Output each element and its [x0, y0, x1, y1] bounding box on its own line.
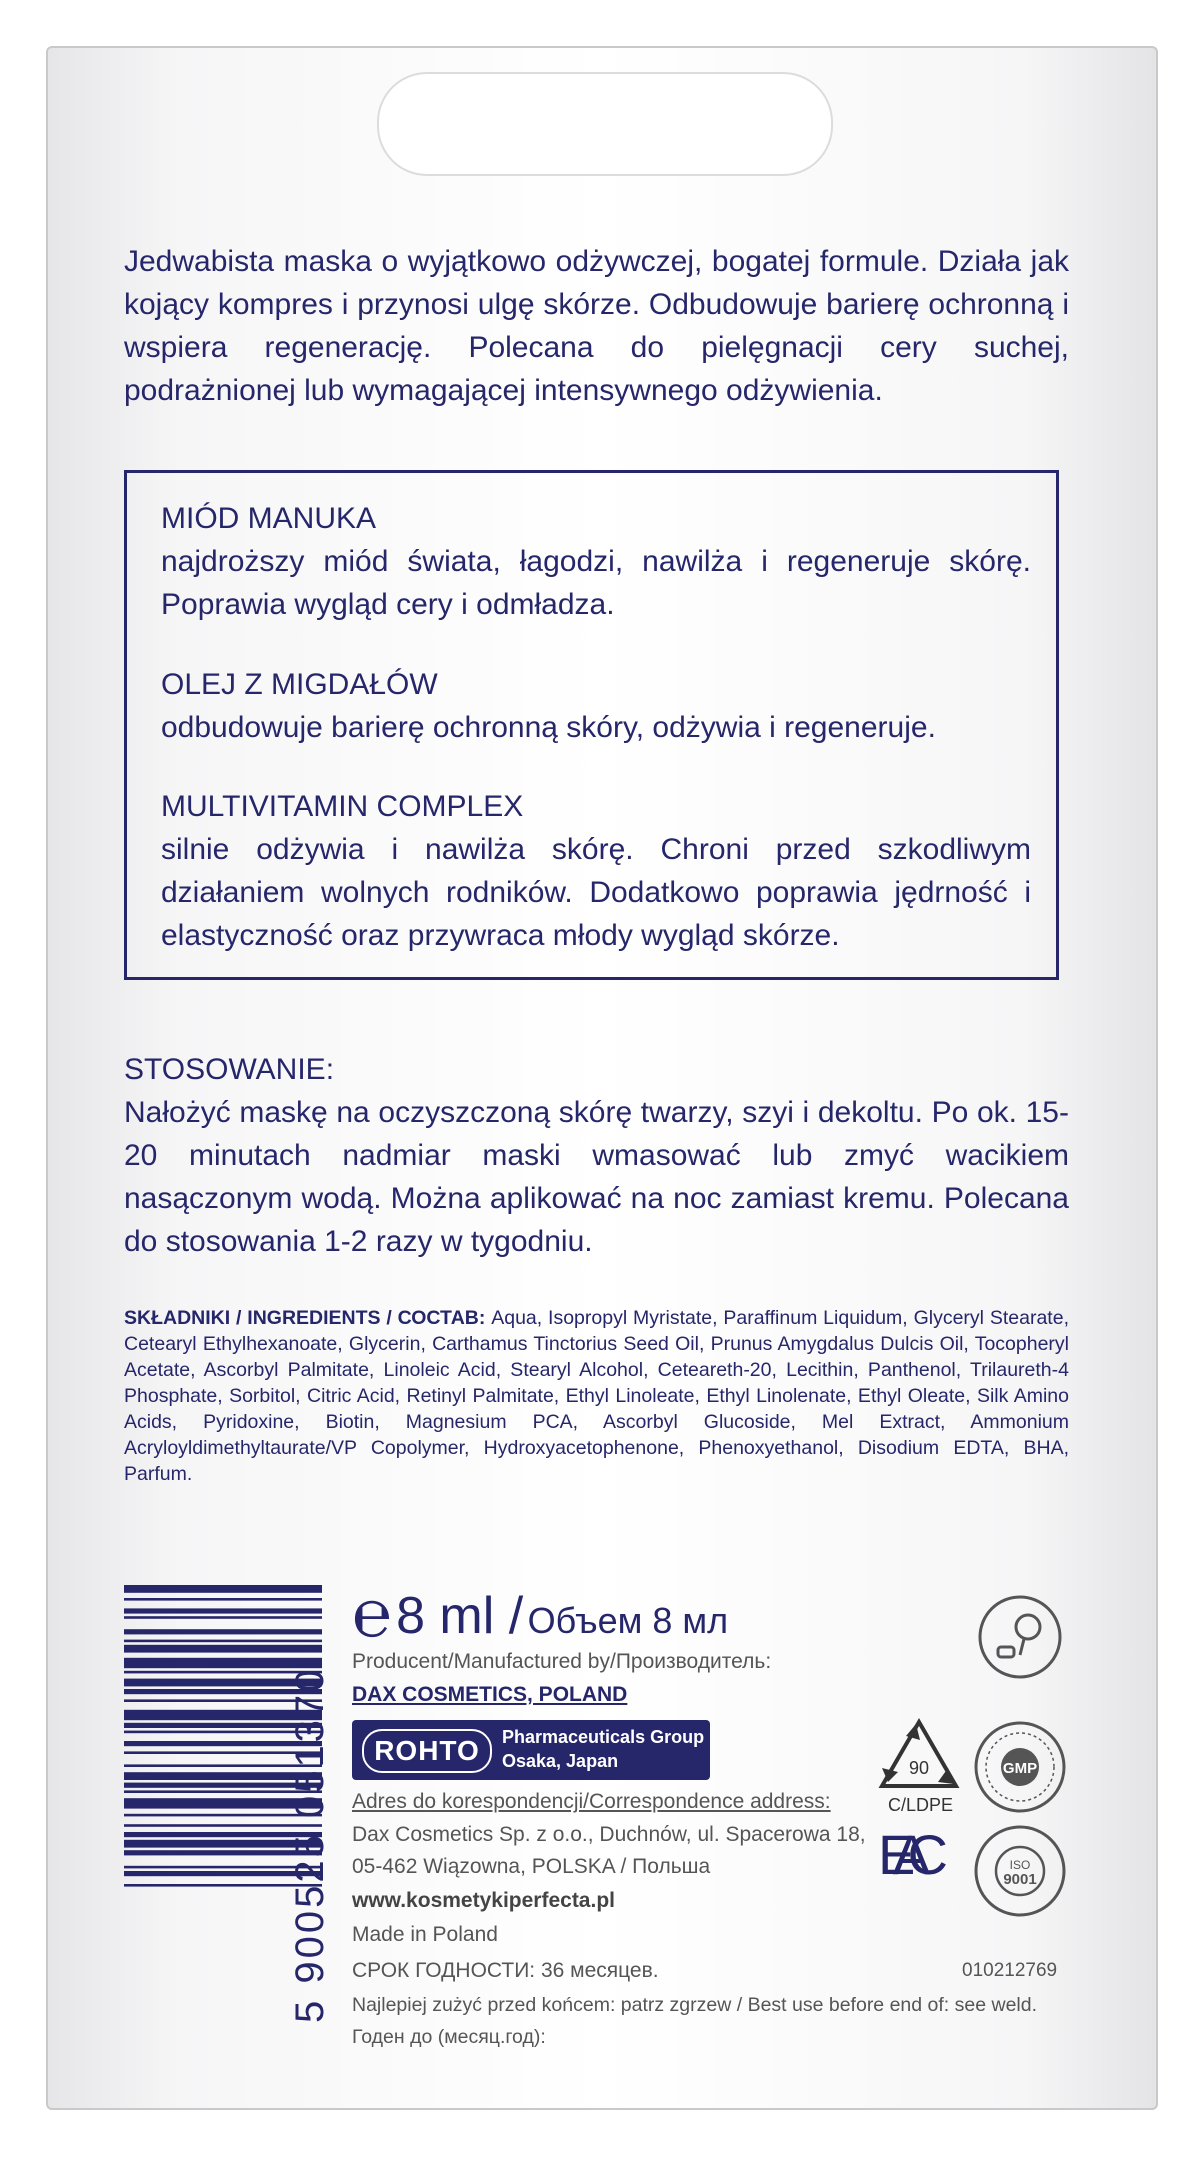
iso-number: 9001 — [1003, 1871, 1037, 1888]
active-text: odbudowuje barierę ochronną skóry, odżywia i regeneruje. — [161, 711, 936, 744]
volume-line — [352, 1575, 728, 1651]
active-heading: OLEJ Z MIGDAŁÓW — [161, 668, 438, 701]
eac-text: EAC — [878, 1824, 948, 1882]
active-multivitamin — [161, 785, 1031, 957]
hang-hole — [377, 72, 833, 176]
iso-text: ISO — [1009, 1858, 1031, 1872]
gmp-text: GMP — [1002, 1760, 1038, 1777]
actives-box — [124, 470, 1059, 980]
active-heading: MIÓD MANUKA — [161, 502, 377, 535]
rohto-badge — [352, 1720, 710, 1780]
active-text: silnie odżywia i nawilża skórę. Chroni przed szkodliwym działaniem wolnych rodników. Dodatkowo poprawia jędrność i elastyczność oraz przywraca młody wygląd skórze. — [161, 833, 1031, 952]
address-line2: 05-462 Wiązowna, POLSKA / Польша — [352, 1855, 711, 1878]
recycle-number: 90 — [908, 1758, 930, 1778]
product-code: 010212769 — [962, 1960, 1058, 1981]
producer-label: Producent/Manufactured by/Производитель: — [352, 1650, 772, 1673]
active-manuka — [161, 497, 1031, 626]
active-almond — [161, 663, 1031, 749]
usage-section — [124, 1048, 1069, 1263]
address-label: Adres do korespondencji/Correspondence address: — [352, 1790, 831, 1813]
volume-ru: Объем 8 мл — [527, 1600, 729, 1641]
shelf-life: СРОК ГОДНОСТИ: 36 месяцев. — [352, 1959, 659, 1982]
recycle-icon — [876, 1716, 962, 1794]
gmp-seal-icon — [973, 1720, 1067, 1814]
active-heading: MULTIVITAMIN COMPLEX — [161, 790, 524, 823]
best-before: Najlepiej zużyć przed końcem: patrz zgrzew / Best use before end of: see weld. — [352, 1994, 1038, 2016]
usage-text: Nałożyć maskę na oczyszczoną skórę twarzy, szyi i dekoltu. Po ok. 15-20 minutach nadmiar maski wmasować lub zmyć wacikiem nasączonym wodą. Można aplikować na noc zamiast kremu. Polecana do stosowania 1-2 razy w tygodniu. — [124, 1096, 1069, 1258]
mirror-face-icon — [976, 1593, 1064, 1681]
ingredients-section — [124, 1305, 1069, 1487]
address-line1: Dax Cosmetics Sp. z o.o., Duchnów, ul. Spacerowa 18, — [352, 1823, 866, 1846]
recycle-label: C/LDPE — [888, 1795, 954, 1815]
volume-value: 8 ml / — [396, 1587, 524, 1645]
barcode-digits: 5 900525 051370 — [288, 1666, 332, 2023]
made-in: Made in Poland — [352, 1923, 498, 1946]
usage-heading: STOSOWANIE: — [124, 1053, 335, 1086]
rohto-logo: ROHTO — [362, 1729, 492, 1773]
estimated-sign-icon: ℮ — [352, 1576, 392, 1650]
rohto-line1: Pharmaceuticals Group — [502, 1727, 705, 1747]
rohto-line2: Osaka, Japan — [502, 1751, 619, 1771]
producer-name: DAX COSMETICS, POLAND — [352, 1683, 628, 1706]
ingredients-text: Aqua, Isopropyl Myristate, Paraffinum Liquidum, Glyceryl Stearate, Cetearyl Ethylhexanoate, Glycerin, Carthamus Tinctorius Seed Oil, Prunus Amygdalus Dulcis Oil, Tocopheryl Acetate, Ascorbyl Palmitate, Linoleic Acid, Stearyl Alcohol, Ceteareth-20, Lecithin, Panthenol, Trilaureth-4 Phosphate, Sorbitol, Citric Acid, Retinyl Palmitate, Ethyl Linoleate, Ethyl Linolenate, Ethyl Oleate, Silk Amino Acids, Pyridoxine, Biotin, Magnesium PCA, Ascorbyl Glucoside, Mel Extract, Ammonium Acryloyldimethyltaurate/VP Copolymer, Hydroxyacetophenone, Phenoxyethanol, Disodium EDTA, BHA, Parfum. — [124, 1307, 1069, 1485]
best-before-ru: Годен до (месяц.год): — [352, 2026, 546, 2048]
ingredients-label: SKŁADNIKI / INGREDIENTS / СОСТАВ: — [124, 1307, 486, 1329]
eac-mark-icon — [876, 1824, 950, 1882]
website: www.kosmetykiperfecta.pl — [352, 1889, 615, 1912]
active-text: najdroższy miód świata, łagodzi, nawilża i regeneruje skórę. Poprawia wygląd cery i odmładza. — [161, 545, 1031, 621]
intro-text: Jedwabista maska o wyjątkowo odżywczej, bogatej formule. Działa jak kojący kompres i przynosi ulgę skórze. Odbudowuje barierę ochronną i wspiera regenerację. Polecana do pielęgnacji cery suchej, podrażnionej lub wymagającej intensywnego odżywienia. — [124, 245, 1069, 407]
iso-seal-icon — [973, 1824, 1067, 1918]
